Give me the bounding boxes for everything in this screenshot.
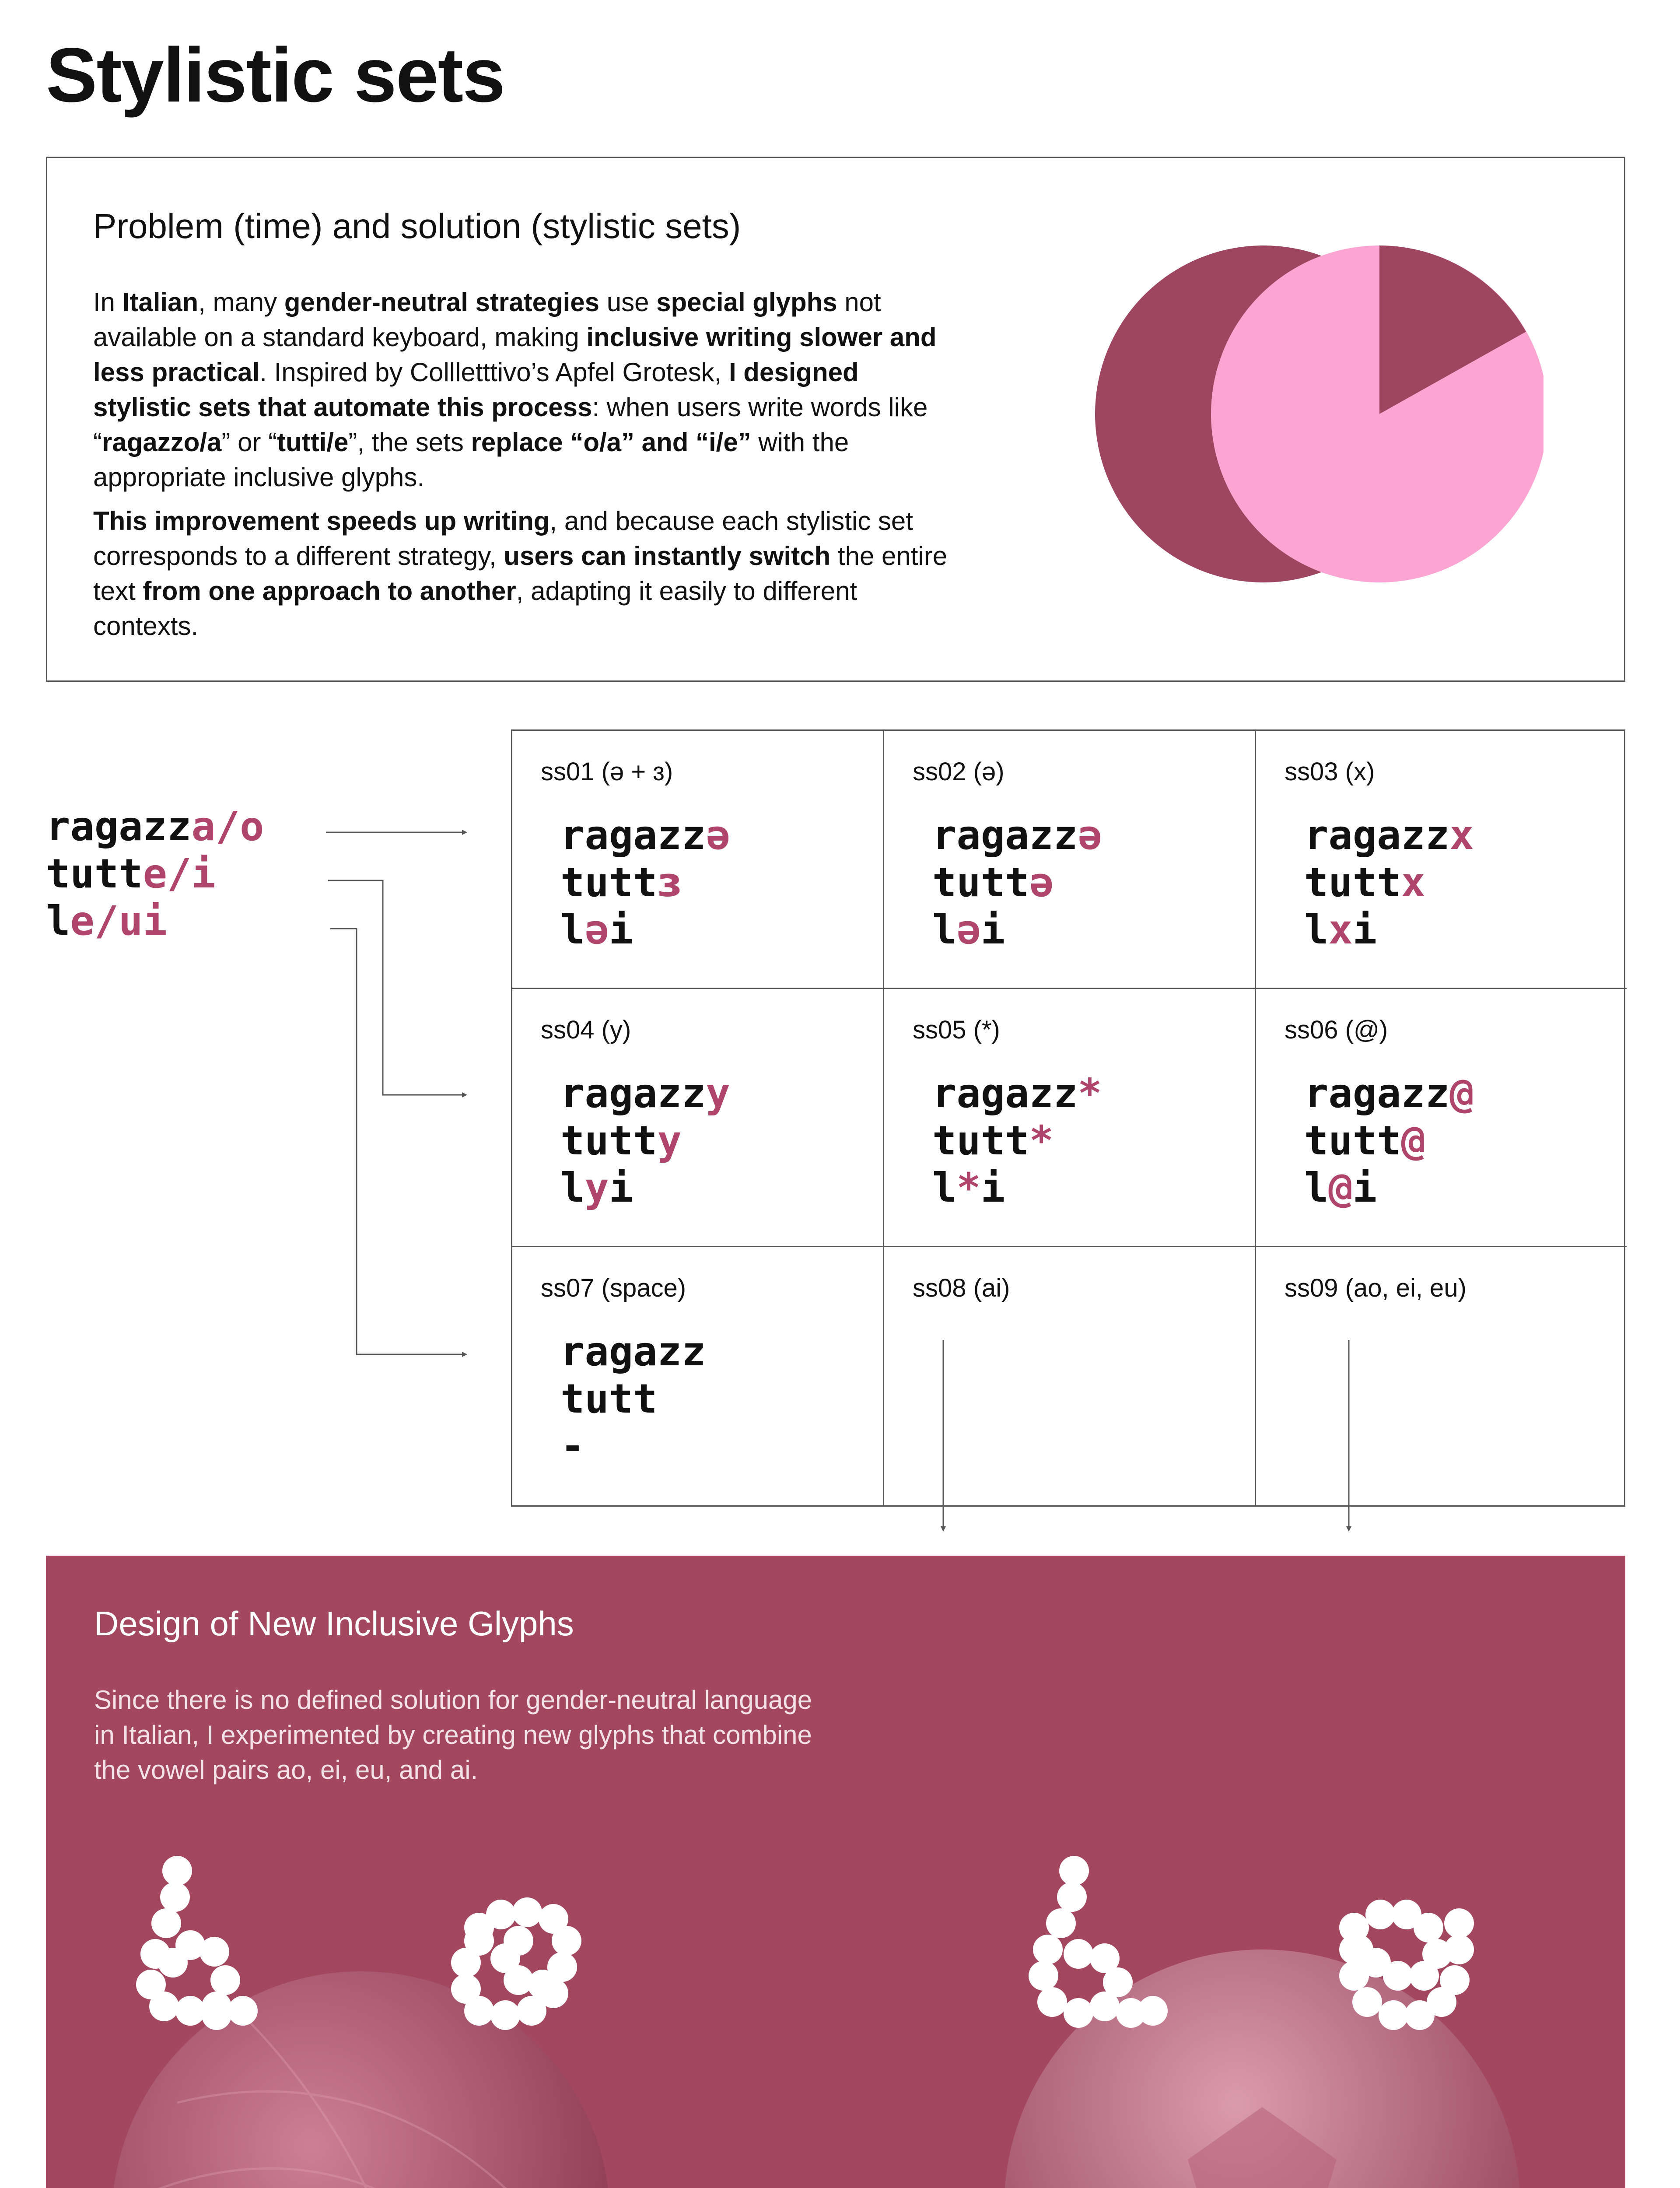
emphasis-text: users can instantly switch xyxy=(504,541,831,571)
emphasis-text: inclusive writing slower and less practical xyxy=(93,323,937,387)
sample-line xyxy=(560,1117,730,1164)
glyph-dot xyxy=(1365,1900,1395,1929)
inclusive-ending: * xyxy=(956,1164,981,1211)
emphasis-text: Italian xyxy=(122,288,199,317)
sample-line xyxy=(1304,1070,1474,1117)
stylistic-set-sample xyxy=(932,1070,1102,1212)
inclusive-ending: ə xyxy=(706,812,730,859)
arrow-line-3 xyxy=(330,929,464,1354)
sample-line xyxy=(560,1375,706,1423)
glyph-dot xyxy=(160,1882,190,1912)
sample-line xyxy=(1304,1117,1474,1164)
inclusive-ending: y xyxy=(657,1117,682,1164)
arrowhead-ss08 xyxy=(941,1526,946,1532)
arrow-line-2 xyxy=(328,880,464,1095)
inclusive-ending: ə xyxy=(1029,859,1054,906)
word-stem: l xyxy=(1304,1164,1329,1211)
stylistic-set-cell xyxy=(884,731,1256,989)
word-stem: i xyxy=(980,1164,1005,1211)
sample-line xyxy=(932,1117,1102,1164)
word-stem: tutt xyxy=(560,859,658,906)
stylistic-set-label: ss01 (ə + ɜ) xyxy=(541,757,673,786)
stylistic-set-cell xyxy=(512,989,884,1247)
sample-line xyxy=(932,812,1102,859)
word-stem: ragazz xyxy=(560,1070,706,1117)
glyph-dot xyxy=(512,1897,542,1927)
inclusive-ending: * xyxy=(1078,1070,1102,1117)
stylistic-sets-grid xyxy=(511,729,1625,1507)
glyph-dot xyxy=(1339,1935,1369,1964)
glyph-dot xyxy=(1059,1856,1089,1886)
body-text: with the appropriate inclusive glyphs. xyxy=(93,428,849,492)
stylistic-set-label: ss03 (x) xyxy=(1284,757,1375,786)
inclusive-ending: a/o xyxy=(191,803,264,850)
glyph-dot xyxy=(490,2000,520,2030)
stylistic-set-cell xyxy=(1256,731,1627,989)
inclusive-ending: e/i xyxy=(143,850,216,897)
glyph-dot xyxy=(1379,2000,1408,2030)
glyph-dot xyxy=(228,1996,258,2026)
stylistic-set-label: ss07 (space) xyxy=(541,1274,686,1302)
word-stem: l xyxy=(932,1164,957,1211)
glyph-dot xyxy=(1033,1935,1063,1964)
glyph-dot xyxy=(158,1948,188,1978)
body-text: ” or “ xyxy=(221,428,277,457)
emphasis-text: special glyphs xyxy=(656,288,837,317)
inclusive-ending: y xyxy=(706,1070,730,1117)
body-text: , adapting it easily to different contexts. xyxy=(93,576,858,641)
body-text: ”, the sets xyxy=(348,428,471,457)
glyph-dot xyxy=(1409,1961,1439,1991)
stylistic-set-label: ss08 (ai) xyxy=(913,1274,1010,1302)
inclusive-ending: * xyxy=(1029,1117,1054,1164)
sample-line xyxy=(932,1070,1102,1117)
glyph-dot xyxy=(1090,1992,1120,2021)
sample-line xyxy=(932,1164,1102,1212)
body-text: not available on a standard keyboard, making xyxy=(93,288,881,352)
glyph-dot xyxy=(1440,1965,1470,1995)
emphasis-text: tutti/e xyxy=(277,428,349,457)
word-stem: i xyxy=(609,906,634,953)
page-title: Stylistic sets xyxy=(46,32,505,118)
word-stem: i xyxy=(1352,1164,1377,1211)
stylistic-set-label: ss09 (ao, ei, eu) xyxy=(1284,1274,1466,1302)
stylistic-set-label: ss06 (@) xyxy=(1284,1016,1388,1044)
word-stem: i xyxy=(609,1164,634,1211)
glyph-dot xyxy=(210,1965,240,1995)
arrowhead-ss09 xyxy=(1346,1526,1351,1532)
word-stem: l xyxy=(560,906,585,953)
word-stem: tutt xyxy=(932,1117,1029,1164)
inclusive-ending: ə xyxy=(1078,812,1102,859)
sample-line xyxy=(932,859,1102,906)
glyph-dot xyxy=(1046,1908,1076,1938)
arrowhead-1 xyxy=(462,830,467,835)
body-text: the entire text xyxy=(93,541,948,606)
body-text: use xyxy=(599,288,657,317)
emphasis-text: ragazzo/a xyxy=(102,428,222,457)
sample-line xyxy=(560,812,730,859)
stylistic-set-label: ss04 (y) xyxy=(541,1016,631,1044)
glyph-dot xyxy=(1138,1996,1168,2026)
stylistic-set-sample xyxy=(1304,1070,1474,1212)
glyph-dot xyxy=(175,1996,205,2026)
glyph-dot xyxy=(517,1996,546,2026)
word-stem: tutt xyxy=(46,850,143,897)
inclusive-ending: x xyxy=(1328,906,1353,953)
inclusive-ending: ə xyxy=(584,906,609,953)
glyph-dot xyxy=(451,1974,481,2004)
problem-solution-heading: Problem (time) and solution (stylistic sets) xyxy=(93,207,741,245)
glyph-dot xyxy=(149,1992,179,2021)
stylistic-set-cell xyxy=(1256,1247,1627,1505)
stylistic-set-label: ss05 (*) xyxy=(913,1016,1000,1044)
sample-line xyxy=(560,906,730,954)
glyph-dot xyxy=(1064,1998,1093,2028)
emphasis-text: replace “o/a” and “i/e” xyxy=(471,428,751,457)
word-stem: i xyxy=(980,906,1005,953)
glyph-dot xyxy=(1339,1961,1369,1991)
word-stem: ragazz xyxy=(560,1328,706,1375)
body-text: , many xyxy=(198,288,284,317)
sample-line xyxy=(560,1423,706,1470)
glyph-dot xyxy=(162,1856,192,1886)
glyph-dot xyxy=(202,2000,231,2030)
glyph-dot xyxy=(151,1908,181,1938)
arrowhead-3 xyxy=(462,1352,467,1357)
stylistic-set-sample xyxy=(932,812,1102,954)
sample-line xyxy=(932,906,1102,954)
sample-line xyxy=(560,1328,706,1375)
emphasis-text: This improvement speeds up writing xyxy=(93,506,550,536)
glyph-dot xyxy=(552,1926,581,1956)
sample-line xyxy=(560,1070,730,1117)
word-stem: tutt xyxy=(932,859,1029,906)
inclusive-ending: ɜ xyxy=(657,859,682,906)
word-stem: ragazz xyxy=(932,1070,1078,1117)
glyph-dot xyxy=(1352,1987,1382,2017)
word-stem: ragazz xyxy=(1304,812,1450,859)
arrowhead-2 xyxy=(462,1092,467,1098)
glyph-design-text: Since there is no defined solution for gender-neutral language in Italian, I experimented by creating new glyphs that combine the vowel pairs ao, ei, eu, and ai. xyxy=(94,1685,812,1785)
sample-line xyxy=(560,859,730,906)
stylistic-set-cell xyxy=(512,731,884,989)
word-stem: l xyxy=(560,1164,585,1211)
glyph-design-panel xyxy=(46,1556,1625,2188)
word-stem: l xyxy=(46,898,70,944)
word-stem: - xyxy=(560,1423,585,1469)
body-text: . Inspired by Collletttivo’s Apfel Grotesk, xyxy=(259,358,729,387)
body-text: , and because each stylistic set corresponds to a different strategy, xyxy=(93,506,913,571)
glyph-dot xyxy=(1444,1935,1474,1964)
word-stem: tutt xyxy=(560,1117,658,1164)
stylistic-set-cell xyxy=(884,989,1256,1247)
inclusive-ending: y xyxy=(584,1164,609,1211)
sample-line xyxy=(1304,859,1474,906)
emphasis-text: gender-neutral strategies xyxy=(284,288,600,317)
sample-line xyxy=(1304,906,1474,954)
inclusive-ending: e/ui xyxy=(70,898,167,944)
emphasis-text: I designed stylistic sets that automate this process xyxy=(93,358,859,422)
stylistic-set-sample xyxy=(560,1070,730,1212)
body-text: In xyxy=(93,288,122,317)
glyph-dot xyxy=(1057,1882,1087,1912)
word-stem: l xyxy=(1304,906,1329,953)
sample-line xyxy=(560,1164,730,1212)
body-text: : when users write words like “ xyxy=(93,393,928,457)
inclusive-ending: ə xyxy=(956,906,981,953)
stylistic-set-cell xyxy=(884,1247,1256,1505)
glyph-design-heading: Design of New Inclusive Glyphs xyxy=(94,1604,574,1643)
inclusive-ending: @ xyxy=(1328,1164,1353,1211)
inclusive-ending: @ xyxy=(1449,1070,1474,1117)
glyph-dot xyxy=(1414,1913,1443,1943)
word-stem: ragazz xyxy=(932,812,1078,859)
sample-line xyxy=(1304,1164,1474,1212)
inclusive-ending: @ xyxy=(1401,1117,1425,1164)
glyph-dot xyxy=(486,1900,516,1929)
sample-line xyxy=(1304,812,1474,859)
stylistic-set-sample xyxy=(560,812,730,954)
word-stem: ragazz xyxy=(46,803,192,850)
glyph-dot xyxy=(464,1926,494,1956)
glyph-dot xyxy=(504,1926,533,1956)
glyph-dot xyxy=(1029,1961,1058,1991)
glyph-dot xyxy=(1090,1943,1120,1973)
inclusive-ending: x xyxy=(1449,812,1474,859)
stylistic-set-sample xyxy=(1304,812,1474,954)
stylistic-set-sample xyxy=(560,1328,706,1470)
stylistic-set-cell xyxy=(1256,989,1627,1247)
word-stem: i xyxy=(1352,906,1377,953)
stylistic-set-cell xyxy=(512,1247,884,1505)
word-stem: l xyxy=(932,906,957,953)
word-stem: tutt xyxy=(560,1375,658,1422)
glyph-dot xyxy=(1064,1939,1093,1969)
emphasis-text: from one approach to another xyxy=(143,576,516,606)
glyph-dot xyxy=(1037,1987,1067,2017)
word-stem: tutt xyxy=(1304,1117,1401,1164)
word-stem: tutt xyxy=(1304,859,1401,906)
word-stem: ragazz xyxy=(1304,1070,1450,1117)
stylistic-set-label: ss02 (ə) xyxy=(913,757,1004,786)
glyph-illustration xyxy=(46,1556,1625,2188)
word-stem: ragazz xyxy=(560,812,706,859)
glyph-dot xyxy=(1444,1908,1474,1938)
inclusive-ending: x xyxy=(1401,859,1425,906)
glyph-dot xyxy=(547,1952,577,1982)
